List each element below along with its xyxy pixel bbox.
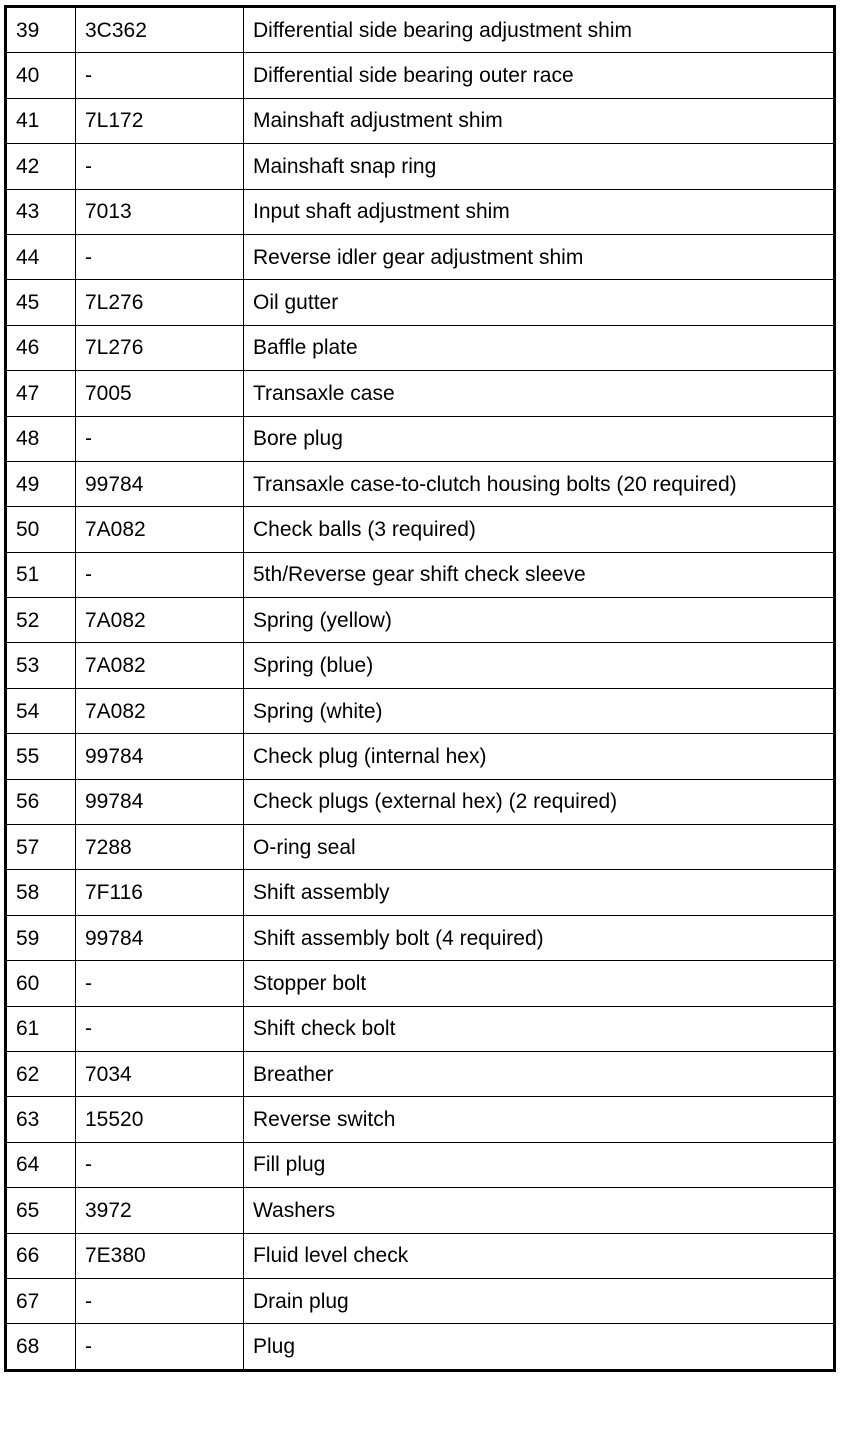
table-row (6, 1142, 835, 1187)
table-row (6, 598, 835, 643)
part-number-cell: 7A082 (76, 598, 244, 643)
item-number-cell: 47 (6, 371, 76, 416)
table-row (6, 1324, 835, 1370)
item-number-cell: 52 (6, 598, 76, 643)
table-row (6, 325, 835, 370)
part-number-cell: - (76, 144, 244, 189)
item-number-cell: 42 (6, 144, 76, 189)
part-number-cell: 7L276 (76, 325, 244, 370)
part-number-cell: - (76, 234, 244, 279)
item-number-cell: 55 (6, 734, 76, 779)
table-row (6, 53, 835, 98)
part-number-cell: 7L276 (76, 280, 244, 325)
description-cell: Reverse switch (244, 1097, 835, 1142)
table-row (6, 234, 835, 279)
table-row (6, 1188, 835, 1233)
part-number-cell: 7A082 (76, 507, 244, 552)
description-cell: Transaxle case-to-clutch housing bolts (20 required) (244, 461, 835, 506)
table-row (6, 734, 835, 779)
description-cell: Differential side bearing outer race (244, 53, 835, 98)
part-number-cell: - (76, 416, 244, 461)
table-row (6, 643, 835, 688)
item-number-cell: 54 (6, 688, 76, 733)
description-cell: Differential side bearing adjustment shim (244, 7, 835, 53)
item-number-cell: 59 (6, 915, 76, 960)
table-row (6, 688, 835, 733)
table-row (6, 961, 835, 1006)
description-cell: Fill plug (244, 1142, 835, 1187)
part-number-cell: 7034 (76, 1051, 244, 1096)
description-cell: Check balls (3 required) (244, 507, 835, 552)
parts-table-body (6, 7, 835, 1371)
description-cell: Spring (white) (244, 688, 835, 733)
part-number-cell: - (76, 961, 244, 1006)
item-number-cell: 48 (6, 416, 76, 461)
description-cell: Mainshaft adjustment shim (244, 98, 835, 143)
table-row (6, 1006, 835, 1051)
description-cell: Input shaft adjustment shim (244, 189, 835, 234)
item-number-cell: 51 (6, 552, 76, 597)
description-cell: Mainshaft snap ring (244, 144, 835, 189)
part-number-cell: 7A082 (76, 688, 244, 733)
part-number-cell: 7A082 (76, 643, 244, 688)
description-cell: Drain plug (244, 1278, 835, 1323)
description-cell: Shift check bolt (244, 1006, 835, 1051)
description-cell: Shift assembly (244, 870, 835, 915)
part-number-cell: - (76, 1142, 244, 1187)
item-number-cell: 68 (6, 1324, 76, 1370)
item-number-cell: 65 (6, 1188, 76, 1233)
description-cell: Check plug (internal hex) (244, 734, 835, 779)
part-number-cell: 15520 (76, 1097, 244, 1142)
item-number-cell: 67 (6, 1278, 76, 1323)
part-number-cell: 3972 (76, 1188, 244, 1233)
item-number-cell: 66 (6, 1233, 76, 1278)
part-number-cell: 7005 (76, 371, 244, 416)
item-number-cell: 61 (6, 1006, 76, 1051)
table-row (6, 1233, 835, 1278)
description-cell: Bore plug (244, 416, 835, 461)
item-number-cell: 50 (6, 507, 76, 552)
table-row (6, 870, 835, 915)
part-number-cell: 7E380 (76, 1233, 244, 1278)
item-number-cell: 39 (6, 7, 76, 53)
item-number-cell: 46 (6, 325, 76, 370)
part-number-cell: 7288 (76, 825, 244, 870)
item-number-cell: 60 (6, 961, 76, 1006)
part-number-cell: 99784 (76, 461, 244, 506)
table-row (6, 1097, 835, 1142)
item-number-cell: 41 (6, 98, 76, 143)
item-number-cell: 44 (6, 234, 76, 279)
description-cell: 5th/Reverse gear shift check sleeve (244, 552, 835, 597)
table-row (6, 552, 835, 597)
part-number-cell: 99784 (76, 734, 244, 779)
description-cell: Stopper bolt (244, 961, 835, 1006)
description-cell: Spring (blue) (244, 643, 835, 688)
table-row (6, 779, 835, 824)
part-number-cell: - (76, 1324, 244, 1370)
item-number-cell: 45 (6, 280, 76, 325)
item-number-cell: 62 (6, 1051, 76, 1096)
description-cell: Check plugs (external hex) (2 required) (244, 779, 835, 824)
table-row (6, 7, 835, 53)
table-row (6, 189, 835, 234)
description-cell: Plug (244, 1324, 835, 1370)
table-row (6, 1051, 835, 1096)
table-row (6, 280, 835, 325)
part-number-cell: 7F116 (76, 870, 244, 915)
item-number-cell: 40 (6, 53, 76, 98)
description-cell: Spring (yellow) (244, 598, 835, 643)
table-row (6, 144, 835, 189)
part-number-cell: 99784 (76, 915, 244, 960)
item-number-cell: 53 (6, 643, 76, 688)
description-cell: Transaxle case (244, 371, 835, 416)
part-number-cell: - (76, 53, 244, 98)
table-row (6, 461, 835, 506)
part-number-cell: - (76, 1278, 244, 1323)
description-cell: Oil gutter (244, 280, 835, 325)
table-row (6, 98, 835, 143)
description-cell: Baffle plate (244, 325, 835, 370)
description-cell: Reverse idler gear adjustment shim (244, 234, 835, 279)
item-number-cell: 43 (6, 189, 76, 234)
table-row (6, 416, 835, 461)
description-cell: Shift assembly bolt (4 required) (244, 915, 835, 960)
item-number-cell: 49 (6, 461, 76, 506)
part-number-cell: - (76, 552, 244, 597)
description-cell: Washers (244, 1188, 835, 1233)
item-number-cell: 58 (6, 870, 76, 915)
item-number-cell: 64 (6, 1142, 76, 1187)
table-row (6, 1278, 835, 1323)
parts-table (4, 5, 836, 1372)
item-number-cell: 63 (6, 1097, 76, 1142)
item-number-cell: 56 (6, 779, 76, 824)
item-number-cell: 57 (6, 825, 76, 870)
part-number-cell: 7L172 (76, 98, 244, 143)
table-row (6, 915, 835, 960)
part-number-cell: 7013 (76, 189, 244, 234)
description-cell: O-ring seal (244, 825, 835, 870)
part-number-cell: - (76, 1006, 244, 1051)
part-number-cell: 99784 (76, 779, 244, 824)
table-row (6, 371, 835, 416)
part-number-cell: 3C362 (76, 7, 244, 53)
description-cell: Fluid level check (244, 1233, 835, 1278)
description-cell: Breather (244, 1051, 835, 1096)
table-row (6, 825, 835, 870)
table-row (6, 507, 835, 552)
